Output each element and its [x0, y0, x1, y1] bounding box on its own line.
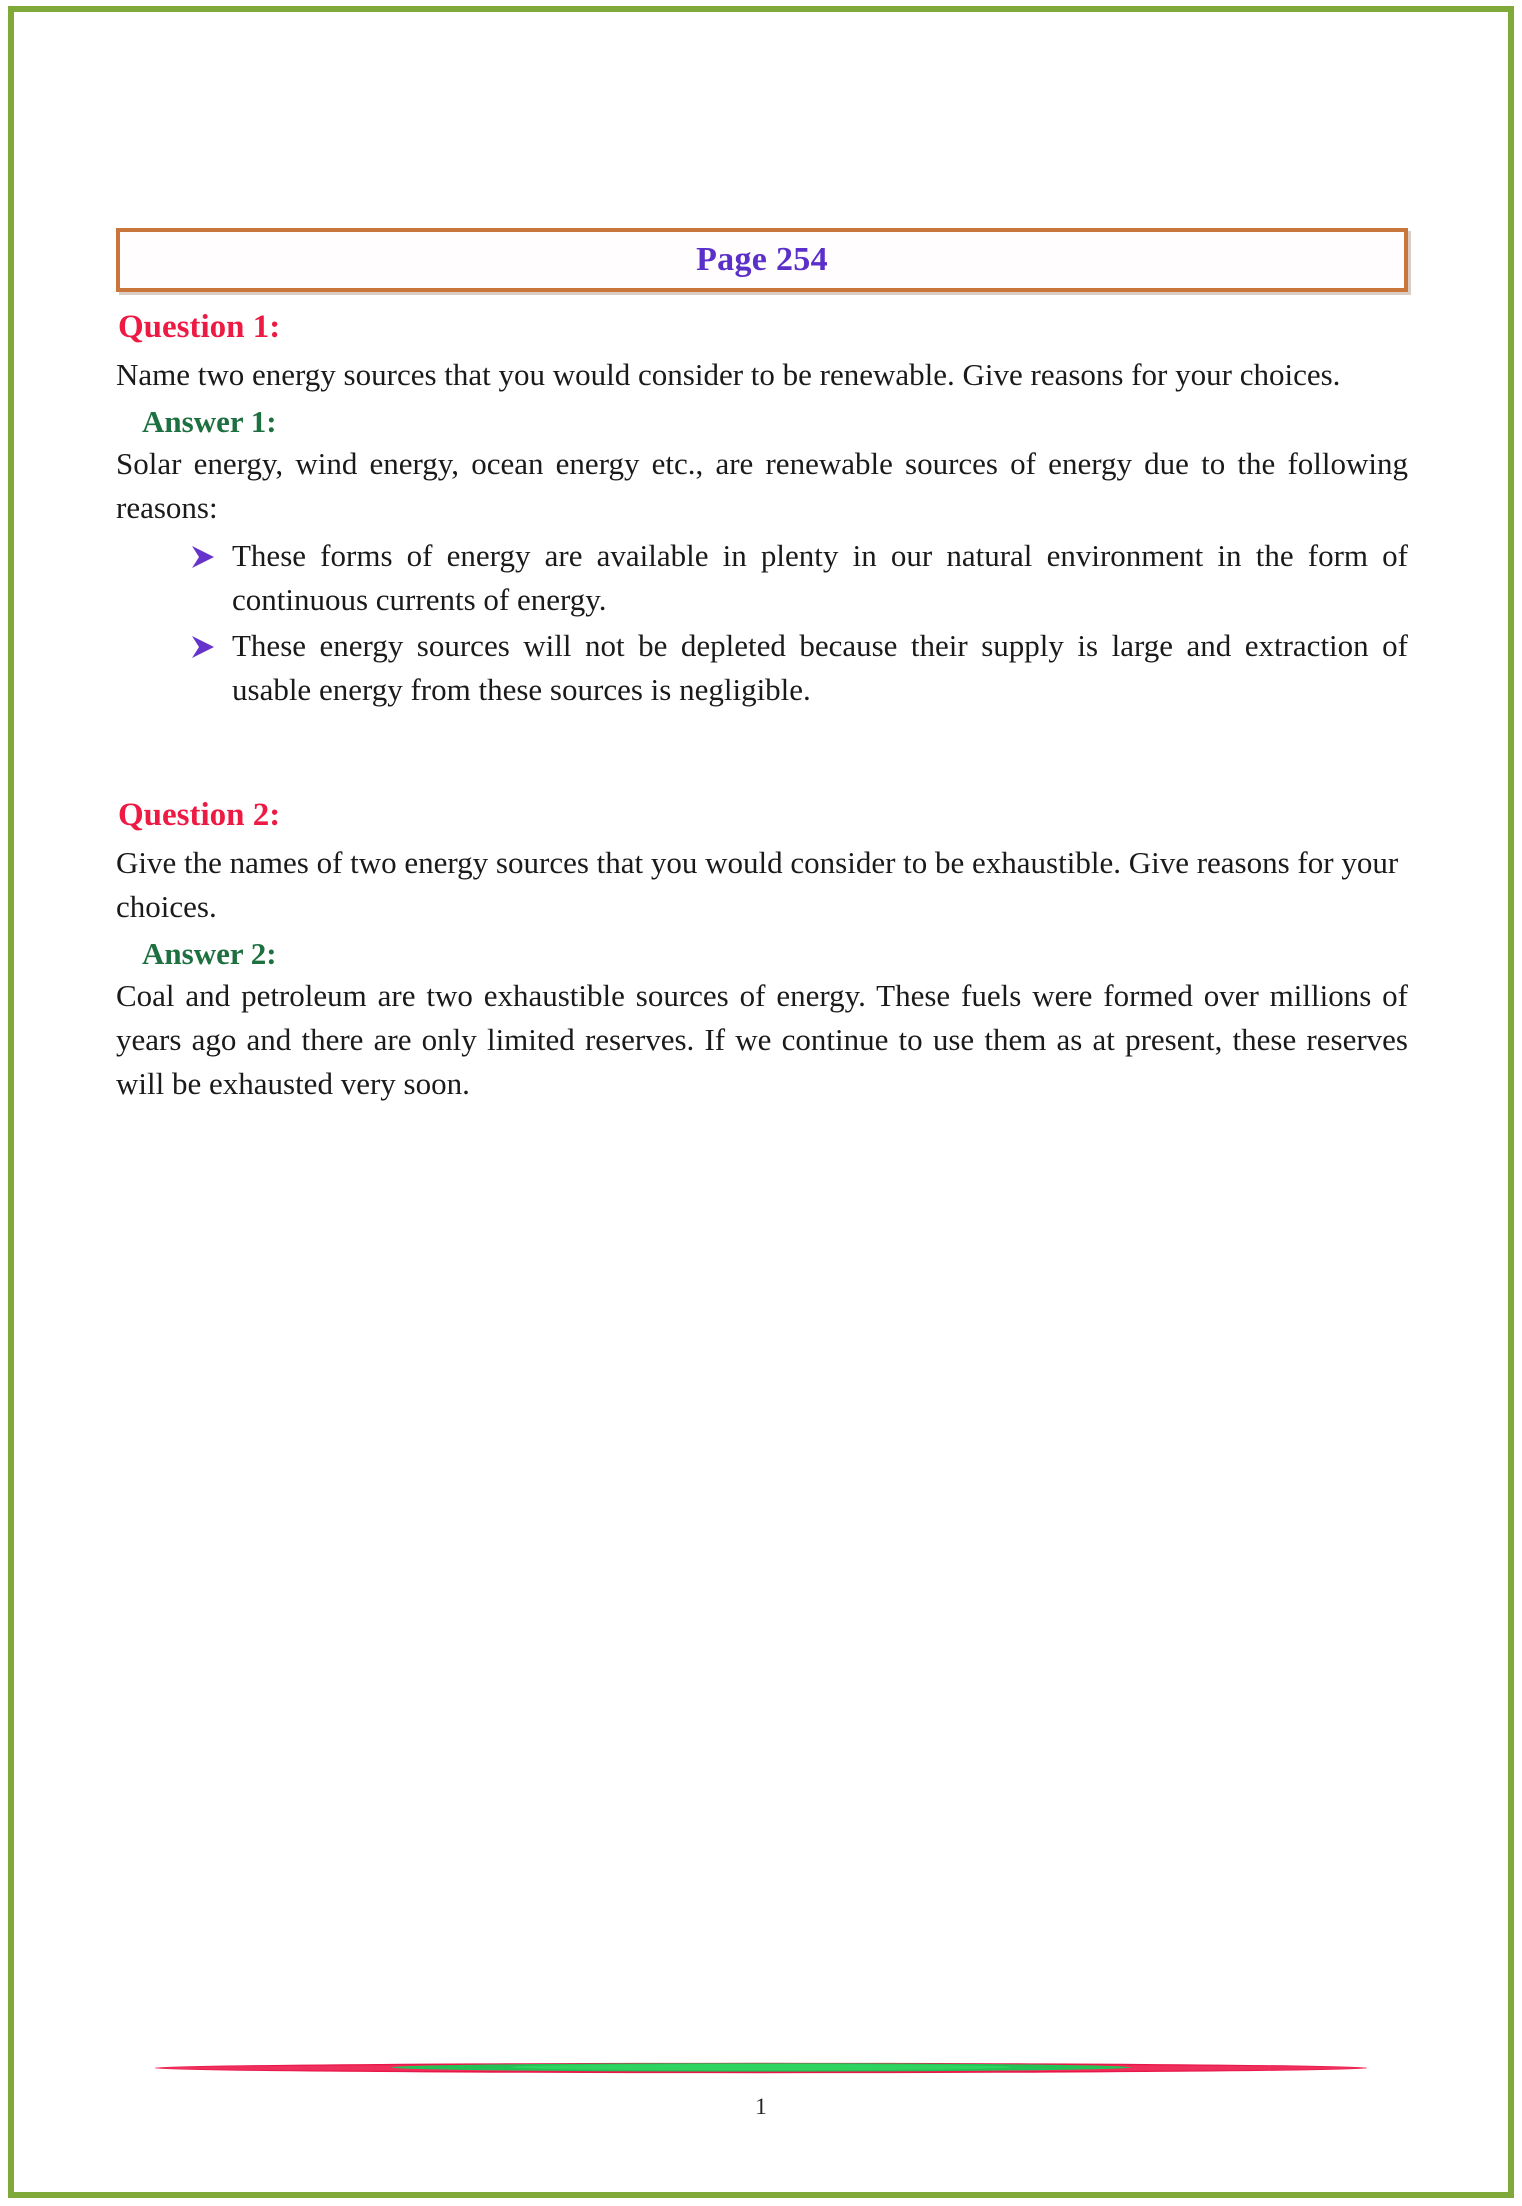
arrow-bullet-icon [188, 630, 218, 660]
page-title: Page 254 [696, 241, 828, 278]
answer-1-intro: Solar energy, wind energy, ocean energy etc., are renewable sources of energy due to the following reasons: [116, 446, 1408, 526]
list-item-text: These energy sources will not be depleted because their supply is large and extraction of usable energy from these sources is negligible. [232, 628, 1408, 708]
arrow-bullet-icon [188, 540, 218, 570]
page-number: 1 [755, 2094, 767, 2119]
question-1-heading: Question 1: [118, 309, 281, 345]
page-title-box [116, 228, 1408, 292]
document-content [116, 228, 1408, 1108]
document-body [116, 292, 1408, 1106]
list-item [188, 534, 1408, 622]
answer-1-bullet-list [116, 534, 1408, 712]
section-spacer [116, 714, 1408, 796]
answer-2-intro: Coal and petroleum are two exhaustible sources of energy. These fuels were formed over millions of years ago and there are only limited reserves. If we continue to use them as at present, these reserves will be exhausted very soon. [116, 978, 1408, 1102]
qa-section-2 [116, 796, 1408, 1106]
qa-section-1 [116, 308, 1408, 712]
footer-divider [155, 2055, 1367, 2081]
question-2-text: Give the names of two energy sources that you would consider to be exhaustible. Give reasons for your choices. [116, 845, 1399, 925]
answer-1-heading: Answer 1: [142, 403, 277, 439]
question-2-heading: Question 2: [118, 797, 281, 834]
list-item [188, 624, 1408, 712]
question-1-text: Name two energy sources that you would consider to be renewable. Give reasons for your choices. [116, 356, 1341, 392]
list-item-text: These forms of energy are available in plenty in our natural environment in the form of continuous currents of energy. [232, 538, 1408, 618]
answer-2-heading: Answer 2: [142, 936, 277, 972]
